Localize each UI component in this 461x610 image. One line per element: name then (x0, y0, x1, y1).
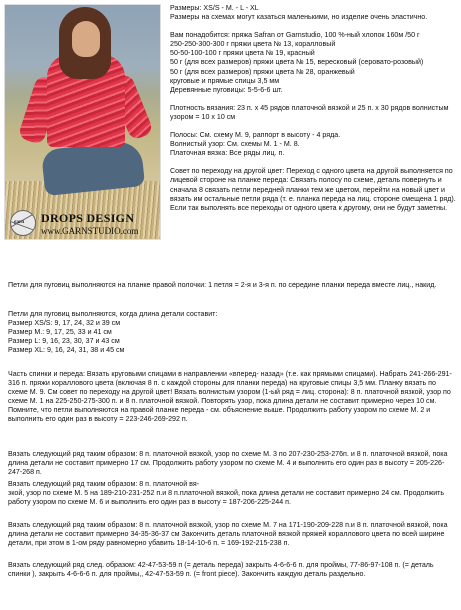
pattern-line: Полосы: См. схему М. 9, раппорт в высоту - 4 ряда. (170, 131, 341, 140)
pattern-line: Платочная вязка: Все ряды лиц. п. (170, 149, 285, 158)
sizes-block (170, 4, 458, 22)
material-line: 50-50-100-100 г пряжи цвета № 19, красный (170, 49, 315, 58)
sizes: Размеры: XS/S - M. - L - XL (170, 4, 259, 12)
material-line: 50 г (для всех размеров) пряжи цвета № 15, вересковый (серовато-розовый) (170, 58, 424, 67)
header-column (170, 4, 458, 222)
materials-intro: Вам понадобится: пряжа Safran от Garnstudio, 100 %-ный хлопок 160м /50 г (170, 31, 420, 40)
buttonholes-when: Петли для пуговиц выполняются, когда длина детали составит: (8, 310, 218, 318)
brand-name: DROPS DESIGN (41, 211, 135, 225)
material-line: 50 г (для всех размеров) пряжи цвета № 28, оранжевый (170, 67, 355, 76)
color-tip-block (170, 167, 458, 212)
materials-block (170, 31, 458, 95)
gauge-block (170, 104, 458, 122)
buttonhole-size: Размер XS/S: 9, 17, 24, 32 и 39 см (8, 319, 121, 328)
drops-logo (5, 209, 161, 240)
patterns-block (170, 131, 458, 158)
body-paragraph: Вязать следующий ряд таким образом: 8 п. платочной вязкой, узор по схеме М. 3 по 207-230-253-276п. и 8 п. платочной вязкой, пока длина детали не составит примерно 17 см. Продолжить работу узором по схеме М. 4 и выполнить его один раз в высоту = 205-226-247-268 п. (8, 450, 448, 477)
sizes-note: Размеры на схемах могут казаться маленькими, но изделие очень эластично. (170, 13, 428, 22)
gauge: Плотность вязания: 23 п. x 45 рядов платочной вязкой и 25 п. x 30 рядов волнистым узором = 10 x 10 см (170, 103, 449, 121)
body-paragraph: Вязать следующий ряд таким образом: 8 п. платочной вя- зкой, узор по схеме М. 5 на 189-210-231-252 п.и 8 п.платочной вязкой, пока длина детали не составит примерно 24 см. Продолжить работу узором по схеме М. 6 и выполнить его один раз в высоту = 187-206-225-244 п. (8, 480, 445, 507)
body-paragraph: Часть спинки и переда: Вязать круговыми спицами в направлении «вперед- назад» (т.е. как прямыми спицами). Набрать 241-266-291-316 п. пряжи кораллового цвета (включая 8 п. с каждой стороны для планки переда) на круговые спицы 3,5 мм. Планку вязать по схеме М. 9. См совет по переходу на другой цвет! Вязать волнистым узором (1-ый ряд = лиц. сторона): 8 п. платочной вязкой, узор по схеме М. 1 на 225-250-275-300 п. и 8 п. платочной вязкой. Повторять узор, пока длина детали не составит примерно через 10 см. Помните, что петли выполняются на правой планке переда - см. объяснение выше. Продолжить работу узором по схеме М. 2 и выполнить его один раз в высоту = 223-246-269-292 п. (8, 370, 452, 424)
buttonhole-size: Размер M.: 9, 17, 25, 33 и 41 см (8, 328, 112, 337)
body-paragraph: Вязать следующий ряд след. образом: 42-47-53-59 п (= деталь переда) закрыть 4-6-6-6 п. для проймы, 77-86-97-108 п. (= деталь спинки ), закрыть 4-6-6-6 п. для проймы,, 42-47-53-59 п. (= front piece). Закончить каждую деталь раздельно. (8, 561, 434, 579)
buttonholes-intro: Петли для пуговиц выполняются на планке правой полочки: 1 петля = 2-я и 3-я п. по середине планки переда вместе лиц., накид. (8, 281, 437, 289)
buttonholes-intro-block (8, 281, 454, 290)
material-line: круговые и прямые спицы 3,5 мм (170, 76, 280, 85)
buttonhole-size: Размер L: 9, 16, 23, 30, 37 и 43 см (8, 337, 120, 346)
product-photo (4, 4, 161, 240)
color-tip: Совет по переходу на другой цвет: Переход с одного цвета на другой выполняется по лицевой стороне на планке переда: Связать полосу по схеме, деталь повернуть и сначала 8 связать петли передней планки тем же цветом, перейти на новый цвет и вязать им остальные петли ряда (т. е. планка переда на лиц. стороне смещена 1 ряд). Если так выполнять все переходы от одного цвета к другому, они не будут заметны. (170, 167, 456, 212)
buttonhole-size: Размер XL: 9, 16, 24, 31, 38 и 45 см (8, 346, 125, 355)
buttonholes-sizes-block (8, 310, 454, 355)
body-paragraph: Вязать следующий ряд таким образом: 8 п. платочной вязкой, узор по схеме М. 7 на 171-190-209-228 п.и 8 п. платочной вязкой, пока длина детали не составит примерно 34-35-36-37 см Закончить деталь платочной вязкой пряжей кораллового цвета по всей ширине детали, при этом в 1-ом ряду равномерно убавить 18-14-10-6 п. = 169-192-215-238 п. (8, 521, 448, 548)
material-line: 250-250-300-300 г пряжи цвета № 13, коралловый (170, 40, 336, 49)
pattern-line: Волнистый узор: См. схемы М. 1 - М. 8. (170, 140, 300, 149)
brand-website: www.GARNSTUDIO.com (41, 226, 139, 236)
material-line: Деревянные пуговицы: 5-5-6-6 шт. (170, 85, 283, 94)
yarn-ball-icon: garn (10, 210, 36, 236)
